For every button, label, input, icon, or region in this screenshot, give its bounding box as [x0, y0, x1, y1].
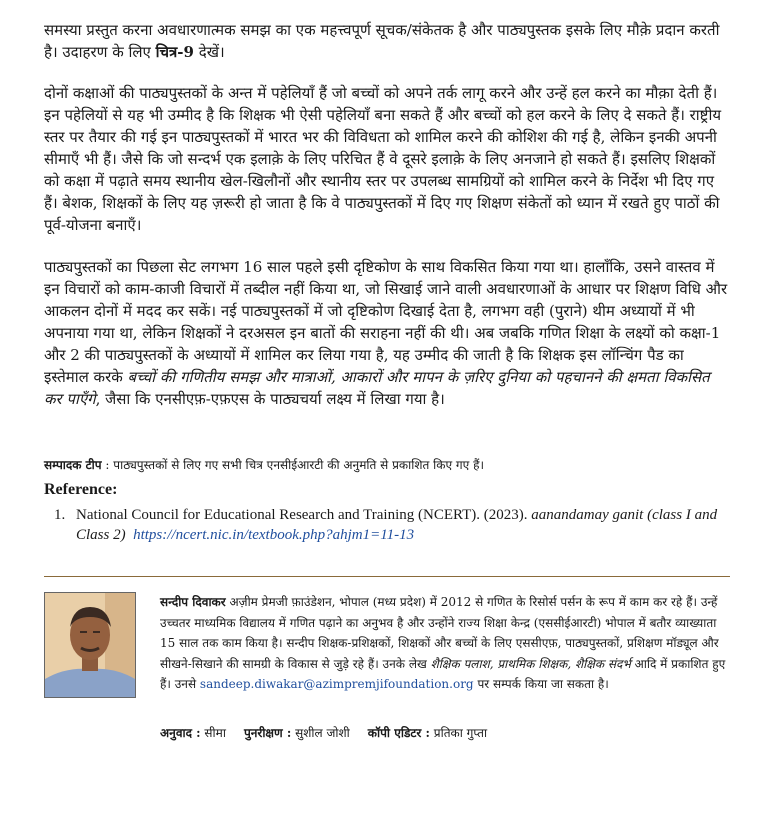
reference-text: National Council for Educational Research and Training (NCERT). (2023). — [76, 507, 532, 523]
author-bio — [160, 592, 730, 695]
reviewer-name: सुशील जोशी — [295, 726, 350, 740]
credits-line — [160, 724, 487, 741]
editor-note-text: : पाठ्यपुस्तकों से लिए गए सभी चित्र एनसीईआरटी की अनुमति से प्रकाशित किए गए हैं। — [101, 458, 485, 472]
reference-item — [54, 505, 730, 545]
figure-reference: चित्र-9 — [155, 43, 194, 61]
reference-number: 1. — [54, 507, 66, 523]
author-name: सन्दीप दिवाकर — [160, 595, 226, 609]
paragraph-3 — [44, 256, 730, 410]
editor-note-label: सम्पादक टीप — [44, 458, 102, 472]
author-bio-text-3: पर सम्पर्क किया जा सकता है। — [473, 677, 609, 691]
author-bio-text: अज़ीम प्रेमजी फ़ाउंडेशन, भोपाल (मध्य प्रदेश) में 2012 से गणित के रिसोर्स पर्सन के रूप में काम कर रहे हैं। उन्हें उच्चतर माध्यमिक विद्यालय में गणित पढ़ाने का अनुभव है और उन्होंने राज्य शिक्षा केन्द्र (एससीईआरटी) भोपाल में बतौर व्याख्याता 15 साल तक काम किया है। सन्दीप शिक्षक-प्रशिक्षकों, शिक्षकों और बच्चों के लिए एससीएफ़, पाठ्यपुस्तकों, प्रशिक्षण मॉड्यूल और सीखने-सिखाने की सामग्री के विकास से जुड़े रहे हैं। उनके लेख — [160, 595, 719, 671]
paragraph-2: दोनों कक्षाओं की पाठ्यपुस्तकों के अन्त में पहेलियाँ हैं जो बच्चों को अपने तर्क लागू करने और उन्हें हल करने का मौक़ा देती हैं। इन पहेलियों से यह भी उम्मीद है कि शिक्षक भी ऐसी पहेलियाँ बना सकते हैं और बच्चों को हल करने के लिए दे सकते हैं। राष्ट्रीय स्तर पर तैयार की गई इन पाठ्यपुस्तकों में भारत भर की विविधता को शामिल करने की कोशिश की गई है, लेकिन इनकी अपनी सीमाएँ भी हैं। जैसे कि जो सन्दर्भ एक इलाक़े के लिए परिचित हैं वे दूसरे इलाक़े के लिए अनजाने हो सकते हैं। इसलिए शिक्षकों को कक्षा में पढ़ाते समय स्थानीय खेल-खिलौनों और स्थानीय स्तर पर उपलब्ध सामग्रियों को शामिल करने के निर्देश भी दिए गए हैं। बेशक, शिक्षकों के लिए यह ज़रूरी हो जाता है कि वे पाठ्यपुस्तकों में दिए गए शिक्षण संकेतों को ध्यान में रखते हुए पाठों की पूर्व-योजना बनाएँ। — [44, 84, 722, 234]
paragraph-3-end: , जैसा कि एनसीएफ़-एफ़एस के पाठ्यचर्या लक्ष्य में लिखा गया है। — [95, 390, 445, 408]
editor-note — [44, 456, 730, 474]
author-bio-text-2: आदि में प्रकाशित हुए हैं। उनसे — [160, 656, 726, 691]
paragraph-1 — [44, 19, 730, 63]
copyedit-label: कॉपी एडिटर : — [367, 726, 430, 740]
translator-name: सीमा — [204, 726, 226, 740]
paragraph-1-text: समस्या प्रस्तुत करना अवधारणात्मक समझ का एक महत्त्वपूर्ण सूचक/संकेतक है और पाठ्यपुस्तक इसके लिए मौक़े प्रदान करती है। उदाहरण के लिए — [44, 21, 720, 61]
author-email-link[interactable]: sandeep.diwakar@azimpremjifoundation.org — [199, 677, 474, 691]
section-divider — [44, 576, 730, 577]
author-photo — [44, 592, 136, 698]
paragraph-1-end: देखें। — [193, 43, 225, 61]
reference-heading: Reference: — [44, 481, 118, 498]
paragraph-3-italic: बच्चों की गणितीय समझ और मात्राओं, आकारों और मापन के ज़रिए दुनिया को पहचानने की क्षमता विकसित कर पाएँगे — [44, 368, 710, 408]
review-label: पुनरीक्षण : — [243, 726, 292, 740]
paragraph-3-text: पाठ्यपुस्तकों का पिछला सेट लगभग 16 साल पहले इसी दृष्टिकोण के साथ विकसित किया गया था। हालाँकि, उसने वास्तव में इन विचारों को काम-काजी विचारों में तब्दील नहीं किया था, जो सिखाई जाने वाली अवधारणाओं के आधार पर शिक्षण विधि और आकलन दोनों में मदद कर सकें। नई पाठ्यपुस्तकों में जो दृष्टिकोण दिखाई देता है, लगभग वही (पुराने) थीम अध्यायों में भी अपनाया गया था, लेकिन शिक्षकों ने दरअसल इन बातों की सराहना नहीं की थी। अब जबकि गणित शिक्षा के लक्ष्यों को कक्षा-1 और 2 की पाठ्यपुस्तकों के अध्यायों में शामिल कर लिया गया है, यह उम्मीद की जाती है कि शिक्षक इस लॉन्चिंग पैड का इस्तेमाल करके — [44, 258, 728, 386]
author-publications: शैक्षिक पलाश, प्राथमिक शिक्षक, शैक्षिक संदर्भ — [430, 656, 631, 671]
copy-editor-name: प्रतिका गुप्ता — [433, 726, 488, 740]
reference-title: aanandamay ganit (class I and Class 2) — [76, 507, 718, 543]
reference-link[interactable]: https://ncert.nic.in/textbook.php?ahjm1=11-13 — [133, 527, 415, 543]
translation-label: अनुवाद : — [160, 726, 201, 740]
author-portrait — [45, 593, 135, 697]
reference-body — [76, 505, 730, 545]
